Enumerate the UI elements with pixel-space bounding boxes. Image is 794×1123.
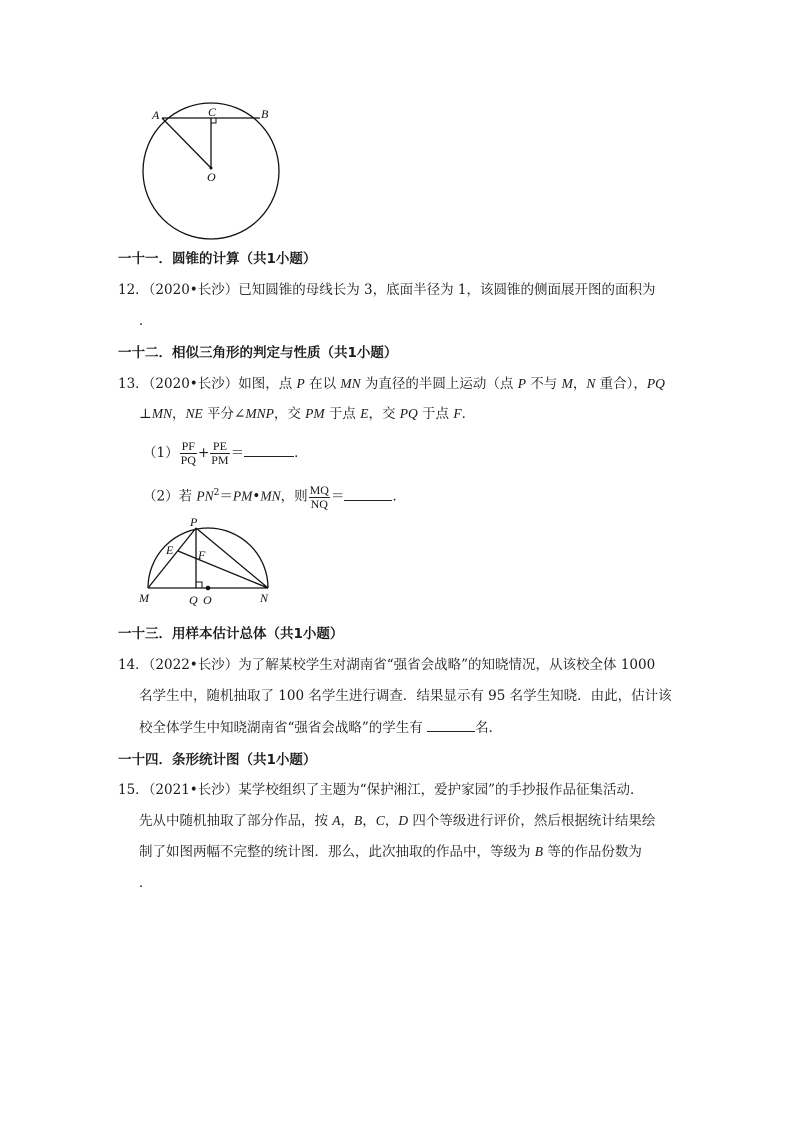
section-heading-12: 一十二．相似三角形的判定与性质（共1小题） <box>118 345 398 361</box>
q14-text: 校全体学生中知晓湖南省“强省会战略”的学生有 <box>139 720 428 736</box>
answer-blank[interactable] <box>427 717 475 732</box>
q15-text: 等的作品份数为 <box>543 844 642 860</box>
section-heading-14: 一十四．条形统计图（共1小题） <box>118 752 317 768</box>
section-heading-13: 一十三．用样本估计总体（共1小题） <box>118 626 344 642</box>
fraction-pe-pm <box>210 440 229 467</box>
q14-line2: 名学生中，随机抽取了 100 名学生进行调查．结果显示有 95 名学生知晓．由此，估计该 <box>139 688 672 704</box>
q12-end-dot: ． <box>139 313 153 329</box>
equals-sign: ＝ <box>330 488 345 505</box>
label-o: O <box>203 593 212 607</box>
var-pq: PQ <box>399 406 418 421</box>
var-mn: MN <box>260 488 281 504</box>
dot-operator: • <box>252 488 261 505</box>
q13-text: 平分∠ <box>202 406 246 422</box>
label-q: Q <box>189 593 198 607</box>
q15-text: ， <box>362 813 376 829</box>
q13-sub2 <box>143 478 406 512</box>
q15-text: ， <box>340 813 355 829</box>
q15-text: 先从中随机抽取了部分作品，按 <box>139 813 333 829</box>
q13-text: 为直径的半圆上运动（点 <box>360 376 518 392</box>
q15-text: 制了如图两幅不完整的统计图．那么，此次抽取的作品中，等级为 <box>139 844 535 860</box>
q15-line2 <box>139 811 655 831</box>
q13-text: ． <box>294 445 308 461</box>
section-heading-11: 一十一．圆锥的计算（共1小题） <box>118 251 317 267</box>
q13-line1 <box>118 374 665 394</box>
label-m: M <box>139 591 149 605</box>
exponent: 2 <box>213 488 220 498</box>
q13-text: ，则 <box>280 488 308 505</box>
semicircle-figure <box>134 514 282 608</box>
label-f: F <box>198 548 206 562</box>
plus-sign: + <box>197 445 210 461</box>
var-mn: MN <box>151 406 172 421</box>
label-o: O <box>207 170 216 184</box>
right-angle-mark <box>196 582 202 588</box>
frac-numerator: PE <box>210 440 229 454</box>
var-n: N <box>586 376 596 391</box>
grade-d: D <box>398 813 409 828</box>
q13-text: 于点 <box>324 406 361 422</box>
q13-line2 <box>139 404 475 424</box>
q14-line1: 14．（2022•长沙）为了解某校学生对湖南省“强省会战略”的知晓情况，从该校全体 1000 <box>118 657 656 673</box>
q15-line1: 15．（2021•长沙）某学校组织了主题为“保护湘江，爱护家园”的手抄报作品征集活动． <box>118 782 644 798</box>
answer-blank[interactable] <box>244 442 294 457</box>
label-n: N <box>260 591 269 605</box>
q13-text: ，交 <box>273 406 306 422</box>
var-m: M <box>561 376 573 391</box>
var-pn: PN <box>196 488 214 504</box>
label-e: E <box>166 543 174 557</box>
var-p: P <box>296 376 305 391</box>
grade-b: B <box>534 844 544 859</box>
q13-text: 重合）， <box>595 376 647 392</box>
q13-text: ． <box>461 406 476 422</box>
q15-line3 <box>139 842 642 862</box>
frac-denominator: PM <box>211 453 229 467</box>
var-mn: MN <box>340 376 361 391</box>
frac-numerator: MQ <box>309 482 329 497</box>
q13-text: 于点 <box>417 406 454 422</box>
q15-end-dot: ． <box>139 875 153 891</box>
var-mnp: MNP <box>245 406 274 421</box>
segment-ne <box>178 551 268 588</box>
q13-text: ， <box>171 406 186 422</box>
sub-label-1: （1） <box>143 445 179 461</box>
q13-text: ． <box>392 488 406 505</box>
frac-numerator: PF <box>181 439 195 453</box>
sub-label-2: （2）若 <box>143 488 197 505</box>
equals-sign: ＝ <box>230 445 245 461</box>
equals-sign: ＝ <box>219 488 233 505</box>
perp-symbol: ⊥ <box>139 406 152 422</box>
q12-line1: 12．（2020•长沙）已知圆锥的母线长为 3，底面半径为 1，该圆锥的侧面展开图的面积为 <box>118 282 656 298</box>
label-a: A <box>152 108 160 122</box>
label-b: B <box>261 107 269 121</box>
q15-text: 四个等级进行评价，然后根据统计结果绘 <box>408 813 656 829</box>
segment-pn <box>196 528 268 588</box>
q13-text: 13．（2020•长沙）如图，点 <box>118 376 297 392</box>
grade-c: C <box>375 813 385 828</box>
fraction-pf-pq <box>180 440 197 467</box>
fraction-mq-nq <box>309 484 330 511</box>
var-f: F <box>453 406 462 421</box>
frac-denominator: PQ <box>180 453 196 467</box>
semicircle-arc <box>148 528 268 588</box>
q13-text: ， <box>572 376 587 392</box>
q14-line3 <box>139 717 502 738</box>
var-pm: PM <box>232 488 253 504</box>
q13-text: 不与 <box>525 376 562 392</box>
frac-denominator: NQ <box>310 496 328 511</box>
q13-sub1 <box>143 438 308 468</box>
q13-text: 在以 <box>304 376 341 392</box>
segment-ao <box>162 118 211 168</box>
var-p: P <box>517 376 526 391</box>
q13-text: ，交 <box>368 406 400 422</box>
var-ne: NE <box>185 406 203 421</box>
grade-a: A <box>332 813 341 828</box>
var-e: E <box>360 406 369 421</box>
q15-text: ， <box>384 813 399 829</box>
label-p: P <box>190 515 198 529</box>
label-c: C <box>208 105 217 119</box>
var-pm: PM <box>305 406 325 421</box>
q14-text: 名． <box>475 720 503 736</box>
center-dot <box>206 586 211 591</box>
grade-b: B <box>354 813 363 828</box>
var-pq: PQ <box>646 376 665 391</box>
circle-figure <box>130 100 290 242</box>
answer-blank[interactable] <box>344 486 392 501</box>
